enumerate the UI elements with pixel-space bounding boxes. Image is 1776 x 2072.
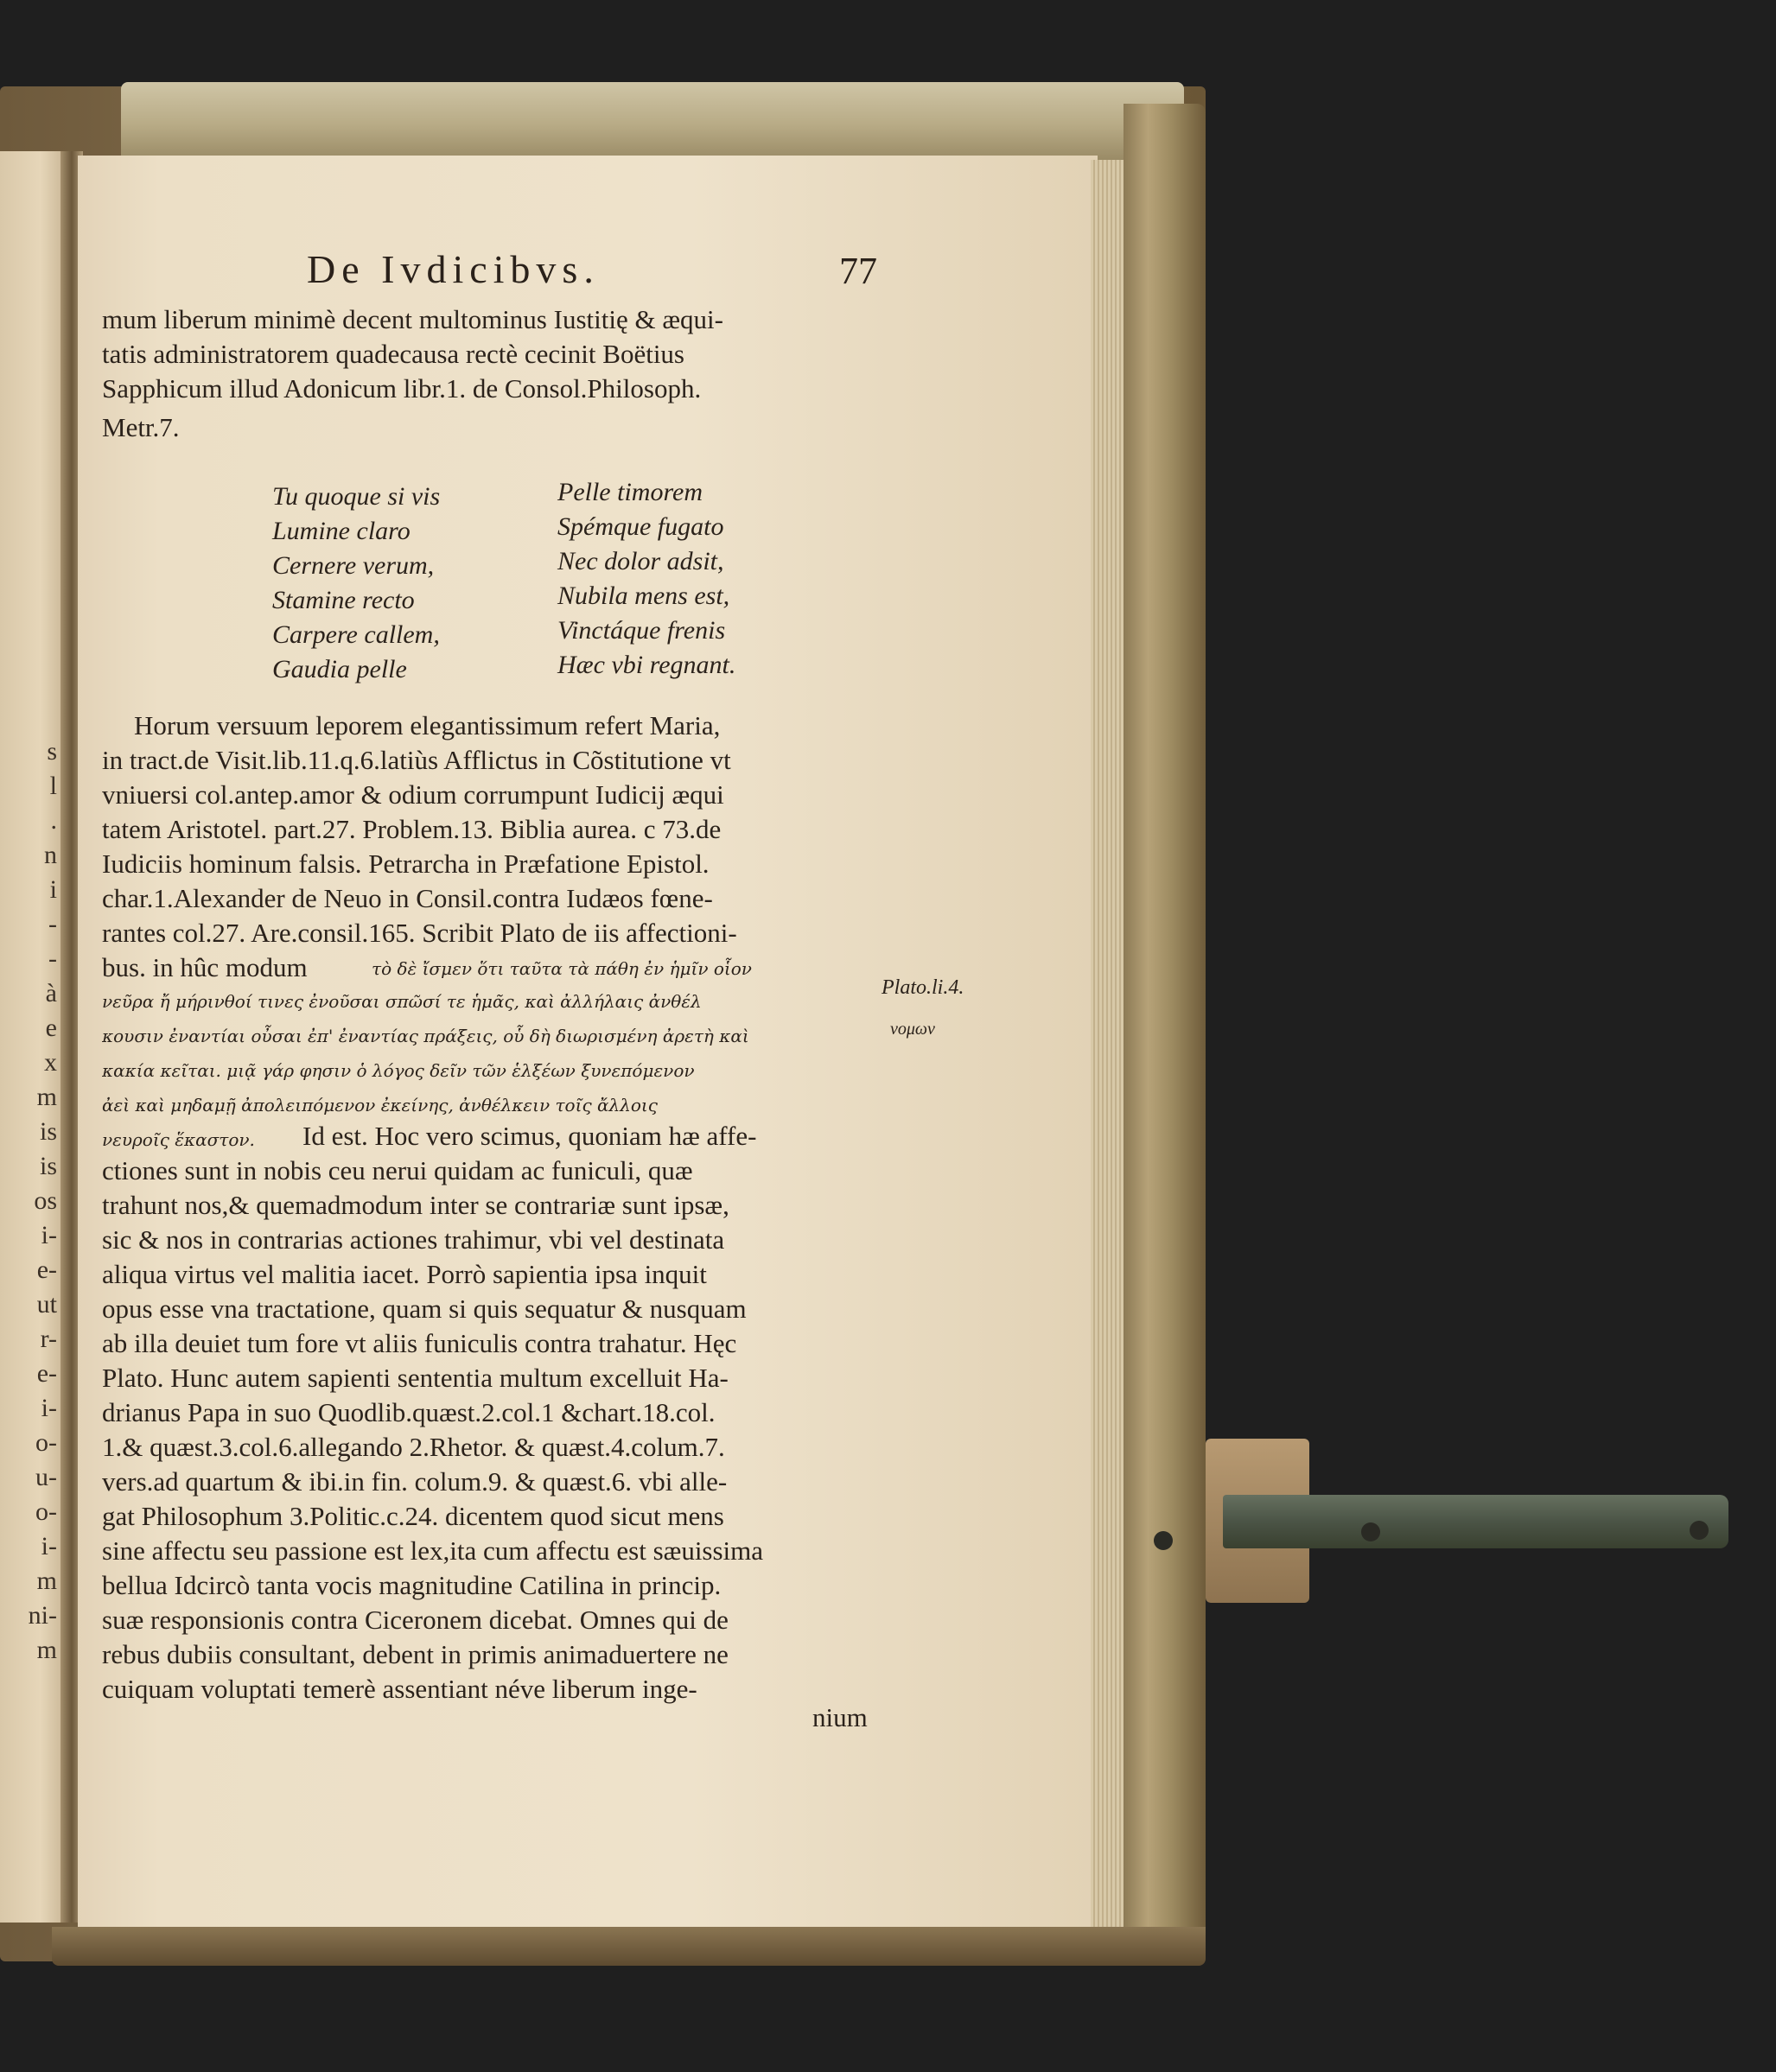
greek-line: ἀεὶ καὶ μηδαμῇ ἀπολειπόμενον ἐκείνης, ἀνθέλκειν τοῖς ἄλλοις <box>102 1095 658 1115</box>
left-page-fragment: à <box>45 979 57 1007</box>
verse-line: Hæc vbi regnant. <box>557 651 736 679</box>
text-line: Horum versuum leporem elegantissimum refert Maria, <box>134 710 721 740</box>
left-page-fragment: ni- <box>28 1601 57 1630</box>
left-page-fragment: m <box>36 1636 57 1664</box>
verse-line: Nubila mens est, <box>557 582 730 610</box>
verse-line: Stamine recto <box>272 586 415 614</box>
left-page-fragment: e- <box>36 1255 57 1284</box>
verse-line: Vinctáque frenis <box>557 616 726 645</box>
text-line: rebus dubiis consultant, debent in primis animaduertere ne <box>102 1639 729 1669</box>
left-page-fragment: i- <box>41 1532 57 1560</box>
page-edges <box>1091 160 1124 1935</box>
text-line: bus. in hûc modum <box>102 952 308 982</box>
left-page-fragment: u- <box>35 1463 57 1491</box>
verse-line: Cernere verum, <box>272 551 435 580</box>
clasp-pin-icon <box>1690 1521 1709 1540</box>
text-line: trahunt nos,& quemadmodum inter se contrariæ sunt ipsæ, <box>102 1190 729 1220</box>
left-page-fragment: s <box>47 737 57 766</box>
text-line: tatis administratorem quadecausa rectè cecinit Boëtius <box>102 339 684 369</box>
text-line: mum liberum minimè decent multominus Iustitię & æqui- <box>102 304 723 334</box>
greek-line: τὸ δὲ ἴσμεν ὅτι ταῦτα τὰ πάθη ἐν ἡμῖν οἷον <box>372 958 752 979</box>
clasp-pin-icon <box>1154 1531 1173 1550</box>
text-line: bellua Idcircò tanta vocis magnitudine Catilina in princip. <box>102 1570 722 1600</box>
left-page-fragment: x <box>44 1048 57 1077</box>
verse-line: Carpere callem, <box>272 620 440 649</box>
book-bottom-edge <box>52 1927 1206 1966</box>
text-line: ab illa deuiet tum fore vt aliis funiculis contra trahatur. Hęc <box>102 1328 737 1358</box>
left-page-fragment: - <box>48 944 57 973</box>
text-line: opus esse vna tractatione, quam si quis sequatur & nusquam <box>102 1293 747 1324</box>
verse-line: Tu quoque si vis <box>272 482 441 511</box>
text-line: Sapphicum illud Adonicum libr.1. de Consol.Philosoph. <box>102 373 702 404</box>
left-page-fragment: . <box>50 806 57 835</box>
text-line: suæ responsionis contra Ciceronem dicebat. Omnes qui de <box>102 1605 729 1635</box>
text-line: cuiquam voluptati temerè assentiant néve liberum inge- <box>102 1674 697 1704</box>
greek-line: κουσιν ἐναντίαι οὖσαι ἐπ' ἐναντίας πράξεις, οὗ δὴ διωρισμένη ἀρετὴ καὶ <box>102 1026 749 1046</box>
left-page-fragment: ut <box>36 1290 57 1319</box>
left-page-fragment: i <box>49 875 57 904</box>
left-page-fragment: is <box>39 1152 57 1180</box>
catchword: nium <box>812 1702 868 1732</box>
text-line: rantes col.27. Are.consil.165. Scribit Plato de iis affectioni- <box>102 918 737 948</box>
text-line: sic & nos in contrarias actiones trahimur, vbi vel destinata <box>102 1224 725 1255</box>
verse-line: Nec dolor adsit, <box>557 547 724 575</box>
greek-line: νευροῖς ἕκαστον. <box>102 1129 255 1150</box>
text-line: sine affectu seu passione est lex,ita cum affectu est sæuissima <box>102 1535 764 1566</box>
left-page-fragment: is <box>39 1117 57 1146</box>
text-line: vniuersi col.antep.amor & odium corrumpunt Iudicij æqui <box>102 779 724 810</box>
left-page-fragment: m <box>36 1083 57 1111</box>
text-line: Iudiciis hominum falsis. Petrarcha in Præfatione Epistol. <box>102 849 710 879</box>
marginal-note: Plato.li.4. <box>882 976 964 999</box>
text-line: aliqua virtus vel malitia iacet. Porrò sapientia ipsa inquit <box>102 1259 707 1289</box>
verse-line: Lumine claro <box>272 517 411 545</box>
left-page-fragment: i- <box>41 1221 57 1249</box>
left-page-fragment: l <box>49 772 57 800</box>
text-line: vers.ad quartum & ibi.in fin. colum.9. & quæst.6. vbi alle- <box>102 1466 728 1497</box>
left-page-fragment: m <box>36 1567 57 1595</box>
left-page-fragment: - <box>48 910 57 938</box>
greek-line: νεῦρα ἤ μήρινθοί τινες ἐνοῦσαι σπῶσί τε ἡμᾶς, καὶ ἀλλήλαις ἀνθέλ <box>102 991 702 1012</box>
text-line: ctiones sunt in nobis ceu nerui quidam ac funiculi, quæ <box>102 1155 693 1185</box>
book-top-edge <box>121 82 1184 160</box>
clasp-strap <box>1223 1495 1728 1548</box>
running-header: De Ivdicibvs. <box>307 247 600 291</box>
text-line: char.1.Alexander de Neuo in Consil.contra Iudæos fœne- <box>102 883 713 913</box>
verse-line: Spémque fugato <box>557 512 724 541</box>
greek-line: κακία κεῖται. μιᾷ γάρ φησιν ὁ λόγος δεῖν τῶν ἑλξέων ξυνεπόμενον <box>102 1060 695 1081</box>
left-page-fragment: n <box>44 841 57 869</box>
book-fore-edge-cover <box>1124 104 1206 1953</box>
text-line: in tract.de Visit.lib.11.q.6.latiùs Afflictus in Cõstitutione vt <box>102 745 731 775</box>
clasp-pin-icon <box>1361 1522 1380 1541</box>
left-page-fragment: r- <box>40 1325 57 1353</box>
verse-line: Pelle timorem <box>557 478 703 506</box>
left-page-fragment: o- <box>35 1428 57 1457</box>
text-line: 1.& quæst.3.col.6.allegando 2.Rhetor. & quæst.4.colum.7. <box>102 1432 725 1462</box>
left-page-fragment: os <box>34 1186 57 1215</box>
text-line: Plato. Hunc autem sapienti sententia multum excelluit Ha- <box>102 1363 729 1393</box>
verse-line: Gaudia pelle <box>272 655 407 683</box>
text-line: drianus Papa in suo Quodlib.quæst.2.col.1 &chart.18.col. <box>102 1397 716 1427</box>
left-page-fragment: e- <box>36 1359 57 1388</box>
text-line: tatem Aristotel. part.27. Problem.13. Biblia aurea. c 73.de <box>102 814 722 844</box>
text-line: Metr.7. <box>102 412 180 442</box>
left-page-fragment: e <box>45 1014 57 1042</box>
text-line: Id est. Hoc vero scimus, quoniam hæ affe- <box>302 1121 757 1151</box>
marginal-note: νομων <box>890 1020 935 1039</box>
text-line: gat Philosophum 3.Politic.c.24. dicentem quod sicut mens <box>102 1501 724 1531</box>
left-page-fragment: o- <box>35 1497 57 1526</box>
page-number: 77 <box>839 250 877 292</box>
left-page-fragment: i- <box>41 1394 57 1422</box>
